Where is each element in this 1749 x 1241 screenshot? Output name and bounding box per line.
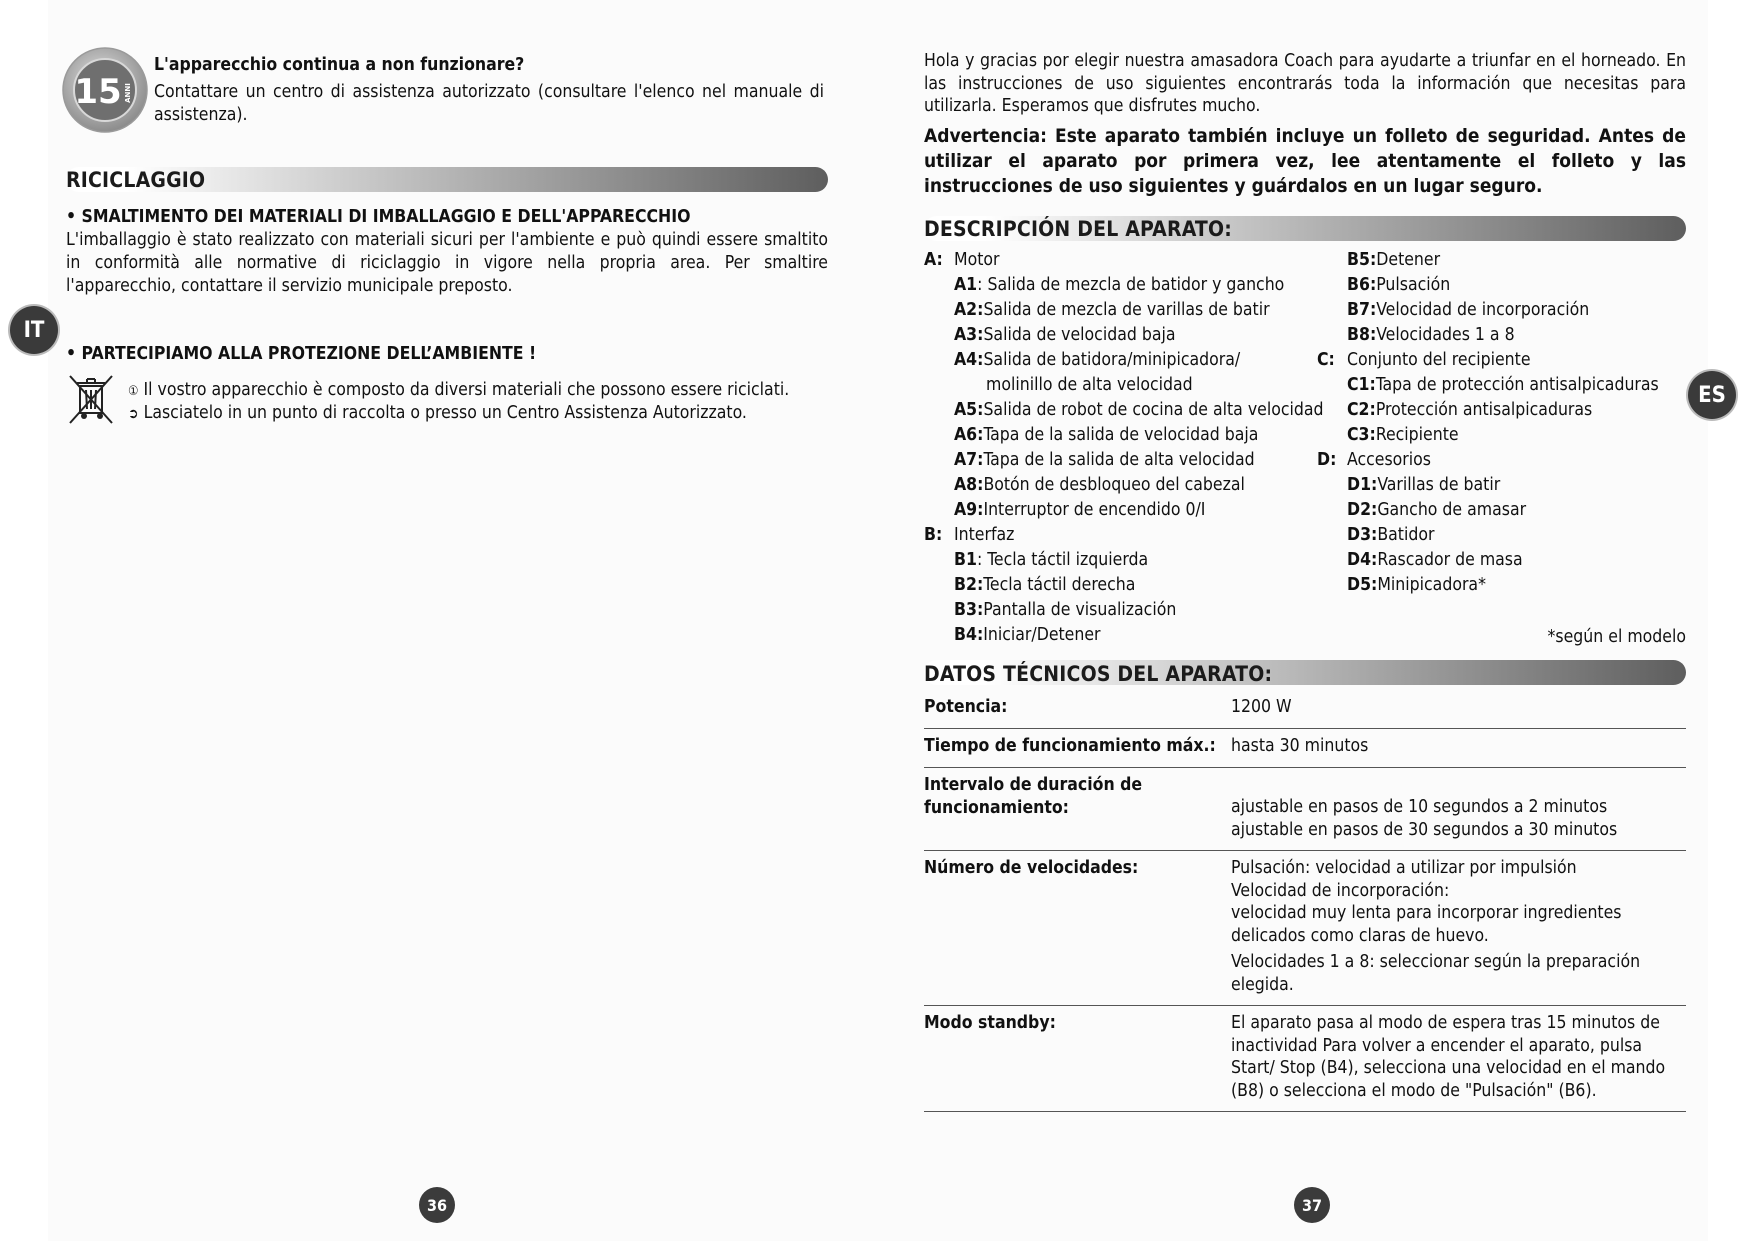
description-item-key: A6: [954, 425, 984, 445]
env-line-2-text: Lasciatelo in un punto di raccolta o presso un Centro Assistenza Autorizzato. [143, 403, 747, 423]
description-item-text: Interruptor de encendido 0/I [983, 500, 1206, 520]
description-item-text: Accesorios [1347, 450, 1431, 470]
description-item [1317, 323, 1697, 348]
environment-line-2 [128, 402, 828, 426]
support-answer: Contattare un centro di assistenza autorizzato (consultare l'elenco nel manuale di assistenza). [154, 82, 824, 125]
tech-row [924, 690, 1686, 729]
page-number-left: 36 [419, 1187, 455, 1223]
description-item [1317, 373, 1697, 398]
tech-value-line: velocidad muy lenta para incorporar ingredientes delicados como claras de huevo. [1231, 903, 1622, 946]
description-item-text: Rascador de masa [1377, 550, 1523, 570]
description-list-left [924, 248, 1324, 648]
description-item-text: Velocidades 1 a 8 [1376, 325, 1515, 345]
tech-value [1231, 735, 1686, 758]
badge-unit: ANNI [124, 83, 132, 103]
description-item [1317, 473, 1697, 498]
tech-value-line: 1200 W [1231, 697, 1292, 717]
tech-value [1231, 857, 1686, 996]
description-item-key: A9: [954, 500, 984, 520]
env-bullet-1: ① [128, 384, 139, 399]
description-item-key: A5: [954, 400, 984, 420]
description-item [1317, 348, 1697, 373]
description-item-key: A7: [954, 450, 984, 470]
description-list-right [1317, 248, 1697, 598]
description-item [924, 423, 1314, 448]
description-item-text: Tapa de la salida de velocidad baja [983, 425, 1259, 445]
tech-row [924, 768, 1686, 851]
safety-warning: Advertencia: Este aparato también incluye un folleto de seguridad. Antes de utilizar el aparato por primera vez, lee atentamente el folleto y las instrucciones de uso siguientes y guárdalos en un lugar seguro. [924, 125, 1686, 197]
tech-value-line: Velocidades 1 a 8: seleccionar según la preparación elegida. [1231, 952, 1641, 995]
tech-value [1231, 696, 1686, 719]
disposal-heading: • SMALTIMENTO DEI MATERIALI DI IMBALLAGGIO E DELL'APPARECCHIO [66, 207, 691, 227]
environment-heading: • PARTECIPIAMO ALLA PROTEZIONE DELL’AMBIENTE ! [66, 344, 537, 364]
description-item-key: B4: [954, 625, 984, 645]
description-item-text: Salida de batidora/minipicadora/ [983, 350, 1241, 370]
description-item-key: C1: [1347, 375, 1376, 395]
description-item-key: C3: [1347, 425, 1376, 445]
description-item-text: Protección antisalpicaduras [1375, 400, 1593, 420]
description-item-text: Botón de desbloqueo del cabezal [983, 475, 1245, 495]
description-item-key: D3: [1347, 525, 1378, 545]
description-item-key: A: [924, 250, 943, 270]
description-item [924, 398, 1324, 423]
tech-label: Número de velocidades: [924, 858, 1139, 878]
description-item [1317, 498, 1697, 523]
description-item [924, 273, 1314, 298]
description-item [1317, 573, 1697, 598]
description-item-key: B7: [1347, 300, 1377, 320]
description-item [1317, 273, 1697, 298]
support-question: L'apparecchio continua a non funzionare? [154, 55, 525, 75]
description-item-text: Pulsación [1376, 275, 1451, 295]
recycle-heading: RICICLAGGIO [66, 168, 206, 192]
language-tab-es: ES [1688, 371, 1736, 419]
description-item-text: Varillas de batir [1377, 475, 1501, 495]
description-item-text: Pantalla de visualización [983, 600, 1177, 620]
description-item [1317, 398, 1697, 423]
description-item [924, 473, 1314, 498]
tech-value [1231, 1012, 1686, 1102]
description-item [924, 348, 1314, 373]
description-item [1317, 298, 1697, 323]
description-item-text: Tecla táctil derecha [983, 575, 1136, 595]
description-item-text: : Tecla táctil izquierda [976, 550, 1149, 570]
tech-value-line: Velocidad de incorporación: [1231, 880, 1450, 901]
description-item-key: A4: [954, 350, 984, 370]
description-item [924, 623, 1314, 648]
description-item [924, 448, 1314, 473]
tech-value [1231, 774, 1686, 841]
description-item-text: molinillo de alta velocidad [986, 375, 1193, 395]
description-item-text: Batidor [1377, 525, 1435, 545]
description-item-text: Salida de mezcla de varillas de batir [983, 300, 1270, 320]
repairability-badge-icon [62, 47, 148, 133]
tech-value-line [1231, 774, 1686, 796]
description-item-text: Interfaz [954, 525, 1015, 545]
description-item-key: D5: [1347, 575, 1378, 595]
description-item-text: Iniciar/Detener [983, 625, 1101, 645]
description-item-key: C: [1317, 350, 1335, 370]
description-item-key: B3: [954, 600, 984, 620]
model-note: *según el modelo [1547, 627, 1686, 647]
tech-value-line: ajustable en pasos de 10 segundos a 2 minutos [1231, 797, 1608, 817]
description-item-key: A1 [954, 275, 978, 295]
description-item-key: B2: [954, 575, 984, 595]
description-item [924, 373, 1314, 398]
description-item-text: : Salida de mezcla de batidor y gancho [977, 275, 1285, 295]
intro-text: Hola y gracias por elegir nuestra amasadora Coach para ayudarte a triunfar en el horneado. En las instrucciones de uso siguientes encontrarás toda la información que necesitas para utilizarla. Esperamos que disfrutes mucho. [924, 51, 1686, 116]
description-item-key: D1: [1347, 475, 1378, 495]
description-item [924, 323, 1314, 348]
tech-value-line: ajustable en pasos de 30 segundos a 30 minutos [1231, 819, 1618, 840]
description-item-text: Conjunto del recipiente [1347, 350, 1531, 370]
tech-label: Intervalo de duración de funcionamiento: [924, 775, 1143, 818]
description-heading: DESCRIPCIÓN DEL APARATO: [924, 217, 1233, 241]
description-item-text: Tapa de protección antisalpicaduras [1375, 375, 1659, 395]
description-item-text: Minipicadora* [1377, 575, 1486, 595]
description-item [924, 598, 1314, 623]
description-item [924, 548, 1314, 573]
description-item [1317, 548, 1697, 573]
description-item-text: Salida de robot de cocina de alta velocidad [983, 400, 1324, 420]
repairability-badge [62, 47, 148, 133]
description-item-key: D2: [1347, 500, 1378, 520]
description-item [924, 248, 1314, 273]
description-item-key: C2: [1347, 400, 1376, 420]
description-item [924, 298, 1314, 323]
description-item-text: Tapa de la salida de alta velocidad [983, 450, 1255, 470]
tech-value-line: El aparato pasa al modo de espera tras 15 minutos de inactividad Para volver a encender el aparato, pulsa Start/ Stop (B4), selecciona una velocidad en el mando (B8) o selecciona el modo de "Pulsación" (B6). [1231, 1013, 1666, 1101]
description-item [924, 573, 1314, 598]
tech-value-line: Pulsación: velocidad a utilizar por impulsión [1231, 858, 1577, 878]
description-item [1317, 423, 1697, 448]
page-number-right: 37 [1294, 1187, 1330, 1223]
description-item [924, 498, 1314, 523]
description-item-key: B: [924, 525, 943, 545]
environment-line-1 [128, 379, 828, 403]
tech-row [924, 1006, 1686, 1112]
description-item-key: B5: [1347, 250, 1377, 270]
env-line-1-text: Il vostro apparecchio è composto da diversi materiali che possono essere riciclati. [143, 380, 790, 400]
description-item-key: A2: [954, 300, 984, 320]
description-item [1317, 523, 1697, 548]
weee-bin-icon [66, 373, 118, 427]
description-item-text: Velocidad de incorporación [1376, 300, 1590, 320]
tech-label: Modo standby: [924, 1013, 1056, 1033]
description-item-text: Salida de velocidad baja [983, 325, 1176, 345]
description-item-text: Motor [954, 250, 1000, 270]
description-item-key: B8: [1347, 325, 1377, 345]
description-item-key: D: [1317, 450, 1337, 470]
description-item [1317, 248, 1697, 273]
description-item [924, 523, 1314, 548]
badge-number: 15 [74, 72, 122, 112]
env-bullet-2: ➲ [128, 406, 139, 422]
description-item-text: Recipiente [1375, 425, 1459, 445]
tech-table [924, 690, 1686, 1112]
tech-heading: DATOS TÉCNICOS DEL APARATO: [924, 662, 1273, 686]
description-item-text: Gancho de amasar [1377, 500, 1527, 520]
description-item-key: B6: [1347, 275, 1377, 295]
description-item [1317, 448, 1697, 473]
tech-label: Potencia: [924, 697, 1008, 717]
tech-value-line: hasta 30 minutos [1231, 736, 1369, 756]
description-item-key: B1 [954, 550, 977, 570]
description-item-key: A3: [954, 325, 984, 345]
description-item-text: Detener [1376, 250, 1441, 270]
tech-row [924, 729, 1686, 768]
tech-label: Tiempo de funcionamiento máx.: [924, 736, 1216, 756]
tech-row [924, 851, 1686, 1006]
disposal-text: L'imballaggio è stato realizzato con materiali sicuri per l'ambiente e può quindi essere smaltito in conformità alle normative di riciclaggio in vigore nella propria area. Per smaltire l'apparecchio, contattare il servizio municipale preposto. [66, 230, 828, 296]
language-tab-it: IT [10, 306, 58, 354]
description-item-key: D4: [1347, 550, 1378, 570]
description-item-key: A8: [954, 475, 984, 495]
